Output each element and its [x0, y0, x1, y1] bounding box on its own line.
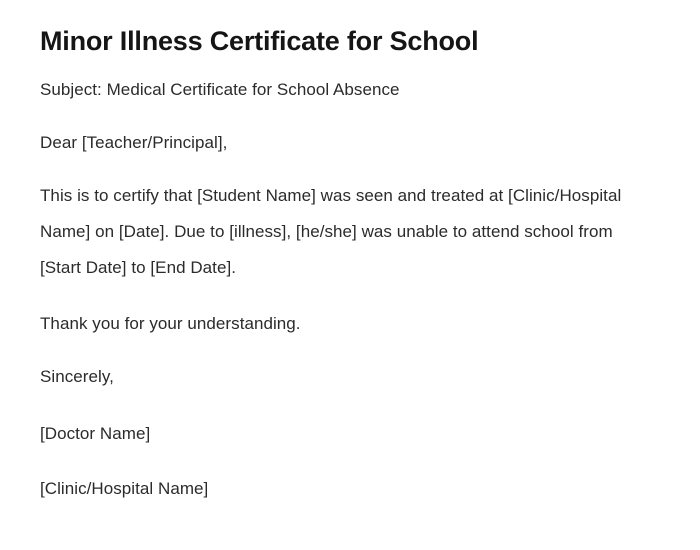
certification-paragraph: This is to certify that [Student Name] was seen and treated at [Clinic/Hospital Name] on [Date]. Due to [illness], [he/she] was unable to attend school from [Start Date] to [End Date]. [40, 186, 622, 277]
closing-line: Sincerely, [40, 367, 114, 386]
signature-clinic-name: [Clinic/Hospital Name] [40, 479, 209, 498]
thanks-line: Thank you for your understanding. [40, 314, 301, 333]
signature-doctor-name: [Doctor Name] [40, 424, 151, 443]
subject-line: Subject: Medical Certificate for School Absence [40, 80, 400, 99]
salutation-line: Dear [Teacher/Principal], [40, 133, 228, 152]
page-title: Minor Illness Certificate for School [40, 26, 479, 56]
